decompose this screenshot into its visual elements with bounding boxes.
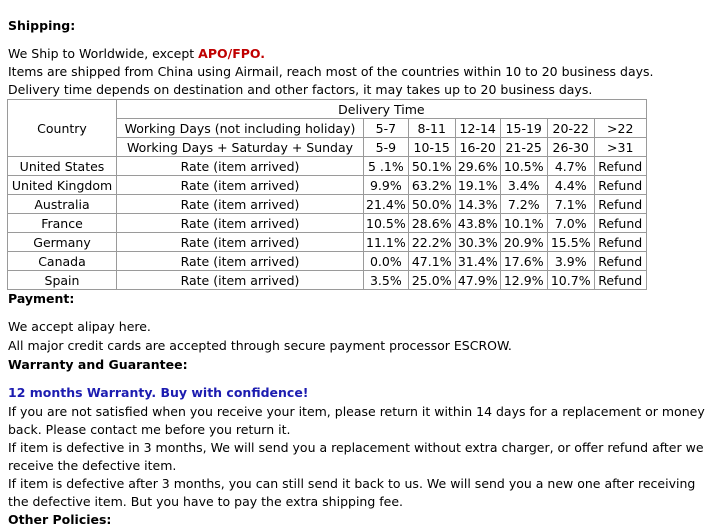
range-cell: 21-25 (500, 138, 547, 157)
country-cell: United States (8, 157, 117, 176)
rate-cell: 15.5% (547, 233, 594, 252)
payment-escrow-line: All major credit cards are accepted through secure payment processor ESCROW. (8, 338, 512, 353)
rate-cell: 11.1% (364, 233, 409, 252)
country-cell: Spain (8, 271, 117, 290)
rate-cell: Refund (594, 214, 646, 233)
rate-cell: Refund (594, 271, 646, 290)
rate-label-cell: Rate (item arrived) (117, 214, 364, 233)
rate-label-cell: Rate (item arrived) (117, 157, 364, 176)
rate-cell: 10.5% (500, 157, 547, 176)
range-cell: 5-7 (364, 119, 409, 138)
rate-cell: Refund (594, 176, 646, 195)
rate-cell: 30.3% (455, 233, 500, 252)
warranty-line: If item is defective after 3 months, you can still send it back to us. We will send you a new one after receiving (8, 476, 696, 491)
table-row (8, 214, 647, 233)
rate-cell: 21.4% (364, 195, 409, 214)
table-header-row (8, 100, 647, 119)
rate-cell: 3.5% (364, 271, 409, 290)
country-cell: United Kingdom (8, 176, 117, 195)
rate-cell: 3.9% (547, 252, 594, 271)
table-row (8, 233, 647, 252)
rate-cell: 47.1% (408, 252, 455, 271)
range-cell: 20-22 (547, 119, 594, 138)
other-policies-heading: Other Policies: (8, 512, 112, 527)
rate-cell: 25.0% (408, 271, 455, 290)
rate-cell: 50.0% (408, 195, 455, 214)
rate-cell: 17.6% (500, 252, 547, 271)
range-cell: 12-14 (455, 119, 500, 138)
rate-cell: 7.2% (500, 195, 547, 214)
working-days-label: Working Days (not including holiday) (117, 119, 364, 138)
range-cell: >22 (594, 119, 646, 138)
warranty-line: back. Please contact me before you return it. (8, 422, 291, 437)
warranty-line: the defective item. But you have to pay the extra shipping fee. (8, 494, 404, 509)
country-cell: Australia (8, 195, 117, 214)
warranty-line: If item is defective in 3 months, We will send you a replacement without extra charger, or offer refund after we (8, 440, 704, 455)
rate-cell: 28.6% (408, 214, 455, 233)
range-cell: 16-20 (455, 138, 500, 157)
rate-cell: 7.0% (547, 214, 594, 233)
rate-cell: 3.4% (500, 176, 547, 195)
delivery-time-table (7, 99, 647, 290)
range-cell: 10-15 (408, 138, 455, 157)
rate-label-cell: Rate (item arrived) (117, 195, 364, 214)
range-cell: 26-30 (547, 138, 594, 157)
warranty-highlight: 12 months Warranty. Buy with confidence! (8, 385, 309, 400)
rate-label-cell: Rate (item arrived) (117, 271, 364, 290)
rate-cell: 50.1% (408, 157, 455, 176)
rate-cell: 63.2% (408, 176, 455, 195)
rate-cell: 9.9% (364, 176, 409, 195)
rate-cell: 0.0% (364, 252, 409, 271)
range-cell: >31 (594, 138, 646, 157)
rate-label-cell: Rate (item arrived) (117, 252, 364, 271)
shipping-heading: Shipping: (8, 18, 76, 33)
rate-cell: Refund (594, 195, 646, 214)
rate-cell: 4.7% (547, 157, 594, 176)
range-cell: 8-11 (408, 119, 455, 138)
rate-cell: Refund (594, 233, 646, 252)
rate-cell: 31.4% (455, 252, 500, 271)
range-cell: 15-19 (500, 119, 547, 138)
rate-cell: 12.9% (500, 271, 547, 290)
rate-cell: 47.9% (455, 271, 500, 290)
rate-cell: 43.8% (455, 214, 500, 233)
rate-cell: 4.4% (547, 176, 594, 195)
range-cell: 5-9 (364, 138, 409, 157)
saturday-label: Working Days + Saturday + Sunday (117, 138, 364, 157)
shipping-airmail-line: Items are shipped from China using Airmail, reach most of the countries within 10 to 20 business days. (8, 64, 654, 79)
worldwide-exception: APO/FPO. (198, 46, 265, 61)
table-row (8, 157, 647, 176)
shipping-worldwide-line (8, 45, 265, 63)
rate-cell: Refund (594, 157, 646, 176)
rate-label-cell: Rate (item arrived) (117, 233, 364, 252)
country-cell: Canada (8, 252, 117, 271)
table-row (8, 176, 647, 195)
rate-cell: 19.1% (455, 176, 500, 195)
rate-cell: 29.6% (455, 157, 500, 176)
rate-cell: 14.3% (455, 195, 500, 214)
country-header: Country (8, 100, 117, 157)
rate-cell: 5 .1% (364, 157, 409, 176)
payment-alipay-line: We accept alipay here. (8, 319, 151, 334)
table-row (8, 271, 647, 290)
rate-label-cell: Rate (item arrived) (117, 176, 364, 195)
shipping-delivery-line: Delivery time depends on destination and other factors, it may takes up to 20 business days. (8, 82, 593, 97)
warranty-heading: Warranty and Guarantee: (8, 357, 188, 372)
rate-cell: 10.5% (364, 214, 409, 233)
country-cell: France (8, 214, 117, 233)
table-row (8, 252, 647, 271)
rate-cell: 22.2% (408, 233, 455, 252)
warranty-line: If you are not satisfied when you receive your item, please return it within 14 days for a replacement or money (8, 404, 705, 419)
payment-heading: Payment: (8, 291, 75, 306)
delivery-time-header: Delivery Time (117, 100, 647, 119)
rate-cell: 10.1% (500, 214, 547, 233)
rate-cell: 10.7% (547, 271, 594, 290)
table-row (8, 195, 647, 214)
warranty-line: receive the defective item. (8, 458, 177, 473)
worldwide-prefix: We Ship to Worldwide, except (8, 46, 199, 61)
country-cell: Germany (8, 233, 117, 252)
rate-cell: Refund (594, 252, 646, 271)
rate-cell: 20.9% (500, 233, 547, 252)
rate-cell: 7.1% (547, 195, 594, 214)
